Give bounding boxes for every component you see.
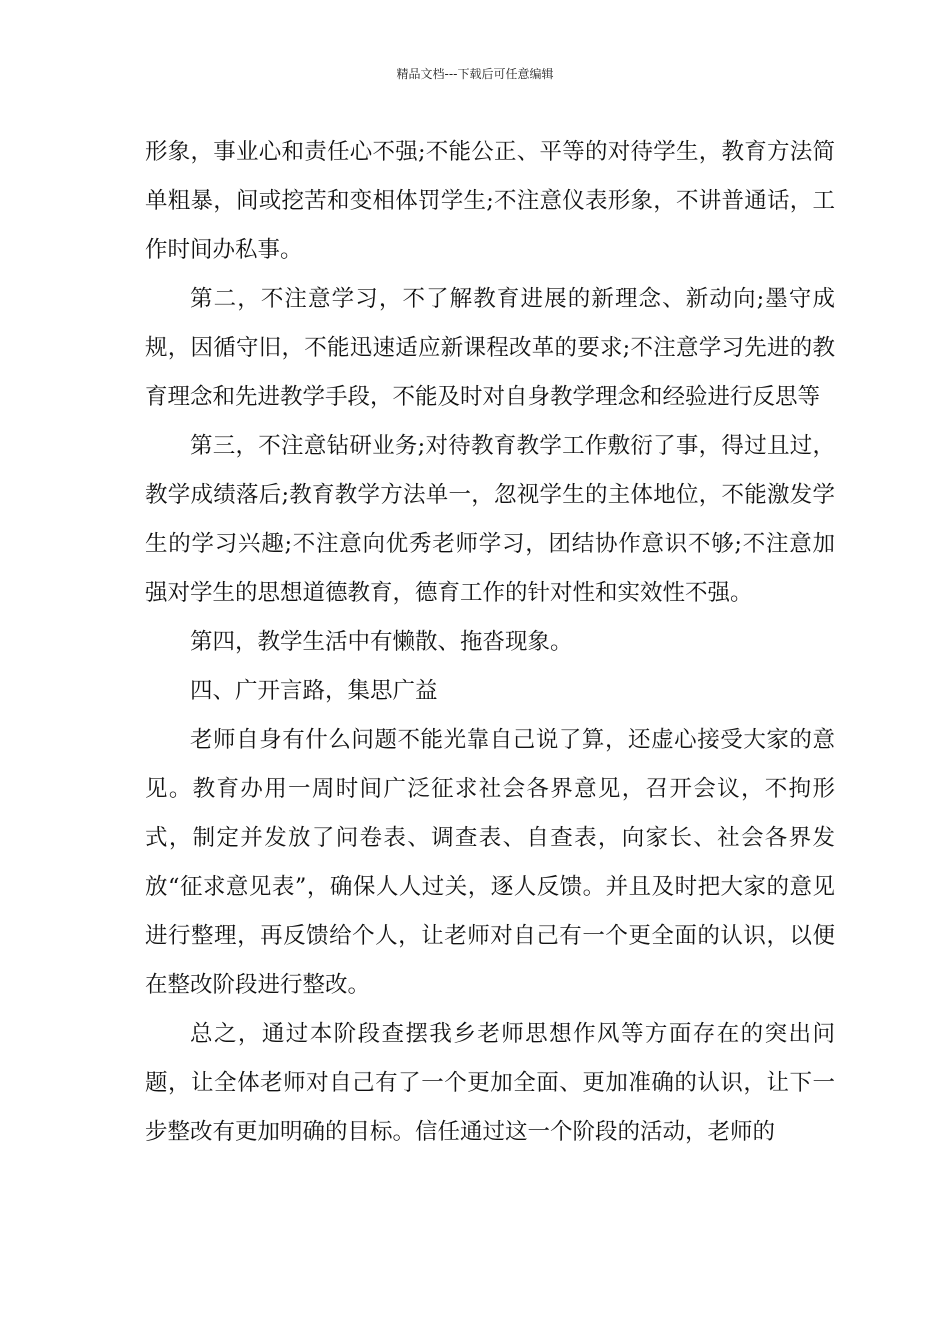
paragraph-6: 总之，通过本阶段查摆我乡老师思想作风等方面存在的突出问题，让全体老师对自己有了一个更加全面、更加准确的认识，让下一步整改有更加明确的目标。信任通过这一个阶段的活动，老师的 <box>145 1021 835 1145</box>
paragraph-2: 第二，不注意学习，不了解教育进展的新理念、新动向;墨守成规，因循守旧，不能迅速适应新课程改革的要求;不注意学习先进的教育理念和先进教学手段，不能及时对自身教学理念和经验进行反思等 <box>145 286 835 410</box>
paragraph-1: 形象，事业心和责任心不强;不能公正、平等的对待学生，教育方法简单粗暴，间或挖苦和变相体罚学生;不注意仪表形象，不讲普通话，工作时间办私事。 <box>145 139 835 263</box>
paragraph-5: 老师自身有什么问题不能光靠自己说了算，还虚心接受大家的意见。教育办用一周时间广泛征求社会各界意见，召开会议，不拘形式，制定并发放了问卷表、调查表、自查表，向家长、社会各界发放“征求意见表”，确保人人过关，逐人反馈。并且及时把大家的意见进行整理，再反馈给个人，让老师对自己有一个更全面的认识，以便在整改阶段进行整改。 <box>145 727 835 998</box>
section-heading: 四、广开言路，集思广益 <box>190 678 438 704</box>
paragraph-4: 第四，教学生活中有懒散、拖沓现象。 <box>190 629 573 655</box>
document-body <box>145 128 835 1157</box>
paragraph-3: 第三，不注意钻研业务;对待教育教学工作敷衍了事，得过且过，教学成绩落后;教育教学方法单一，忽视学生的主体地位，不能激发学生的学习兴趣;不注意向优秀老师学习，团结协作意识不够;不注意加强对学生的思想道德教育，德育工作的针对性和实效性不强。 <box>145 433 835 606</box>
page-header: 精品文档---下载后可任意编辑 <box>396 67 554 81</box>
